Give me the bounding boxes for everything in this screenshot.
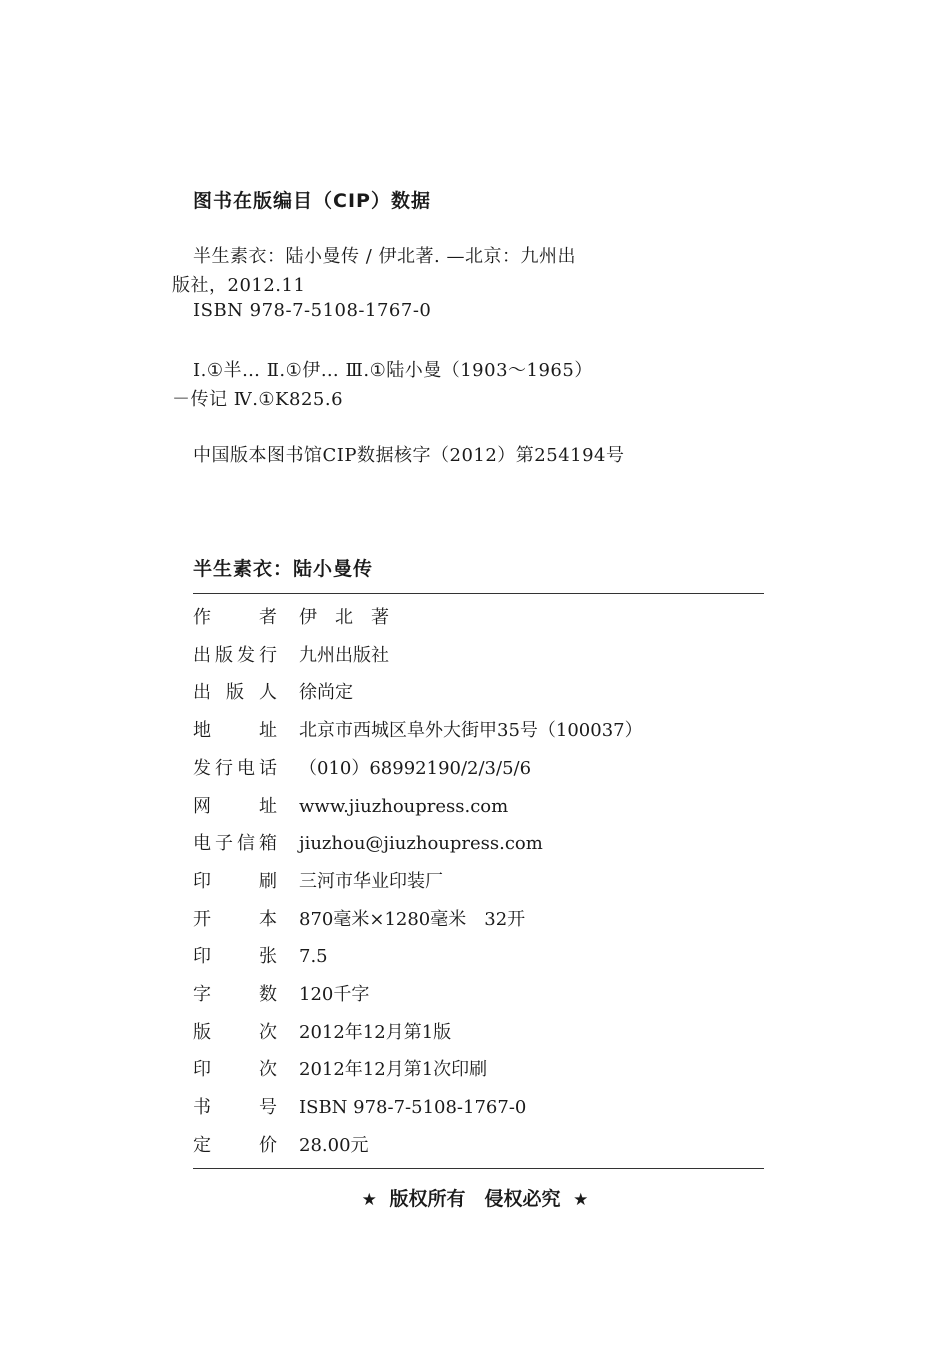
info-label: 开本	[193, 909, 277, 930]
info-value: 三河市华业印装厂	[299, 871, 443, 892]
info-label: 网址	[193, 796, 277, 817]
copyright-text: 版权所有 侵权必究	[389, 1188, 561, 1210]
info-value: 28.00元	[299, 1135, 369, 1156]
info-label: 出版发行	[193, 645, 277, 666]
info-value: 870毫米×1280毫米 32开	[299, 909, 526, 930]
copyright-notice	[0, 1184, 950, 1211]
info-label: 地址	[193, 720, 277, 741]
info-value: jiuzhou@jiuzhoupress.com	[299, 833, 543, 854]
info-label: 出版人	[193, 682, 277, 703]
info-label: 发行电话	[193, 758, 277, 779]
info-value: （010）68992190/2/3/5/6	[299, 758, 532, 779]
info-label: 作者	[193, 607, 277, 628]
info-label: 印刷	[193, 871, 277, 892]
info-label: 印次	[193, 1059, 277, 1080]
info-label: 定价	[193, 1135, 277, 1156]
info-label: 电子信箱	[193, 833, 277, 854]
info-label: 字数	[193, 984, 277, 1005]
cip-record-number: 中国版本图书馆CIP数据核字（2012）第254194号	[193, 445, 625, 466]
info-value: 7.5	[299, 946, 328, 967]
info-value: www.jiuzhoupress.com	[299, 796, 509, 817]
cip-line-2: 版社，2012.11	[172, 275, 306, 296]
info-value: 伊 北 著	[299, 607, 389, 628]
info-value: 九州出版社	[299, 645, 389, 666]
book-title: 半生素衣：陆小曼传	[193, 558, 374, 580]
top-divider	[193, 593, 764, 594]
info-label: 书号	[193, 1097, 277, 1118]
info-value: 徐尚定	[299, 682, 353, 703]
info-label: 印张	[193, 946, 277, 967]
cip-title: 图书在版编目（CIP）数据	[193, 190, 431, 212]
cip-isbn-line: ISBN 978-7-5108-1767-0	[193, 300, 432, 321]
info-label: 版次	[193, 1022, 277, 1043]
star-icon: ★	[361, 1190, 377, 1210]
cip-classification-line-2: －传记 Ⅳ.①K825.6	[172, 389, 344, 410]
bottom-divider	[193, 1168, 764, 1169]
info-value: 2012年12月第1版	[299, 1022, 452, 1043]
cip-line-1: 半生素衣：陆小曼传 / 伊北著. —北京：九州出	[193, 246, 576, 267]
cip-classification-line: Ⅰ.①半… Ⅱ.①伊… Ⅲ.①陆小曼（1903～1965）	[193, 360, 593, 381]
info-value: 北京市西城区阜外大街甲35号（100037）	[299, 720, 643, 741]
info-value: 2012年12月第1次印刷	[299, 1059, 488, 1080]
info-value: ISBN 978-7-5108-1767-0	[299, 1097, 527, 1118]
star-icon: ★	[573, 1190, 589, 1210]
info-value: 120千字	[299, 984, 370, 1005]
